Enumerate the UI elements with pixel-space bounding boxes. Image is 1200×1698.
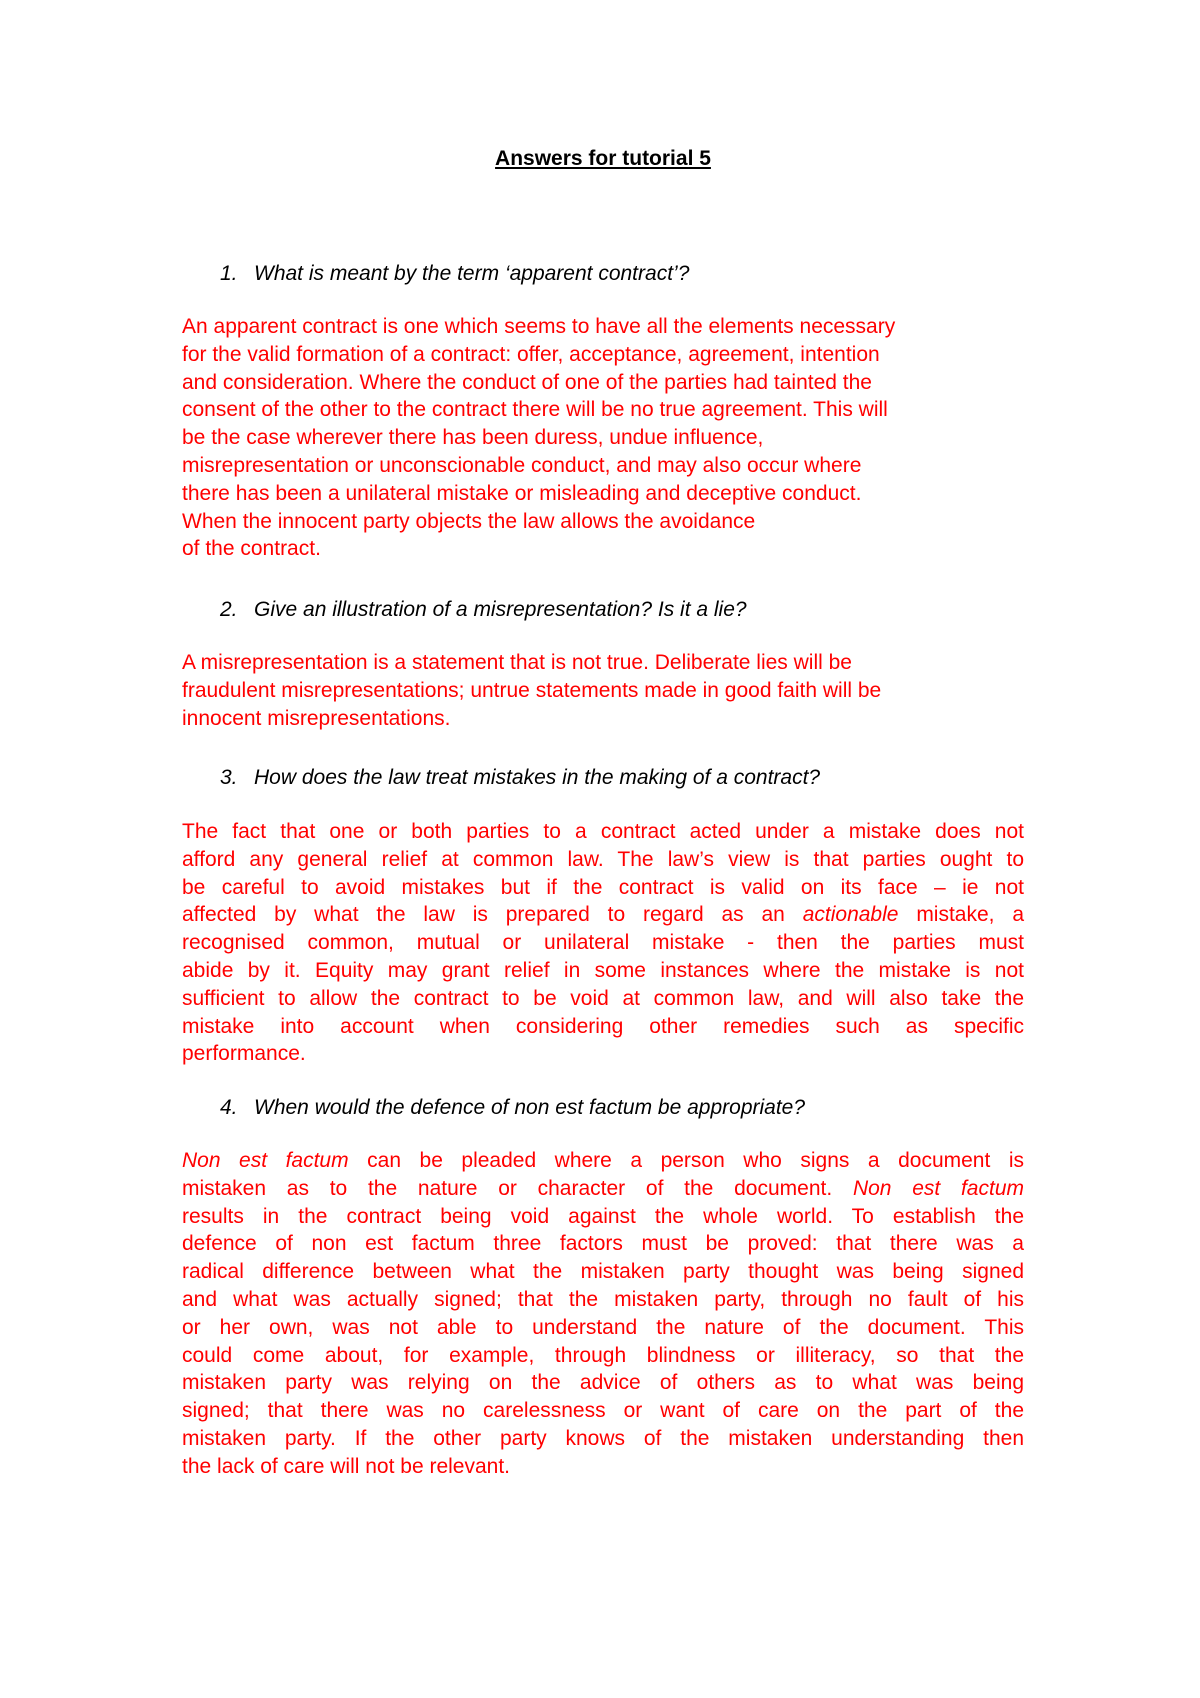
answer-line: of the contract. <box>182 537 321 561</box>
answer-line: the lack of care will not be relevant. <box>182 1454 511 1478</box>
answer-line: recognised common, mutual or unilateral mistake - then the parties must <box>182 931 1024 955</box>
question-number: 1. <box>220 262 238 285</box>
answer-line: The fact that one or both parties to a contract acted under a mistake does not <box>182 820 1024 843</box>
answer-line: fraudulent misrepresentations; untrue statements made in good faith will be <box>182 678 882 702</box>
question-text: What is meant by the term ‘apparent contract’? <box>254 262 690 285</box>
question-3 <box>220 765 820 791</box>
answer-text: affected by what the law is prepared to regard as an <box>182 903 785 927</box>
answer-line: misrepresentation or unconscionable conduct, and may also occur where <box>182 453 862 477</box>
answer-line: and consideration. Where the conduct of one of the parties had tainted the <box>182 370 872 394</box>
answer-line: mistaken party. If the other party knows of the mistaken understanding then <box>182 1426 1024 1450</box>
answer-line: A misrepresentation is a statement that is not true. Deliberate lies will be <box>182 651 852 674</box>
answer-line: be careful to avoid mistakes but if the contract is valid on its face – ie not <box>182 875 1024 899</box>
answer-line: mistake into account when considering other remedies such as specific <box>182 1014 1024 1038</box>
emphasis-text: Non est factum <box>182 1149 349 1172</box>
answer-line <box>182 1175 1024 1203</box>
answer-line: An apparent contract is one which seems to have all the elements necessary <box>182 315 896 338</box>
answer-text: mistaken as to the nature or character of the document. <box>182 1176 833 1200</box>
answer-line: results in the contract being void against the whole world. To establish the <box>182 1204 1024 1228</box>
page-title: Answers for tutorial 5 <box>495 147 711 170</box>
answer-line: or her own, was not able to understand the nature of the document. This <box>182 1315 1024 1339</box>
answer-2 <box>182 649 1024 732</box>
question-number: 2. <box>220 598 238 621</box>
question-number: 3. <box>220 766 238 789</box>
answer-line: sufficient to allow the contract to be void at common law, and will also take the <box>182 986 1024 1010</box>
answer-line: performance. <box>182 1042 306 1066</box>
question-4 <box>220 1095 805 1121</box>
question-number: 4. <box>220 1096 238 1119</box>
answer-line: abide by it. Equity may grant relief in some instances where the mistake is not <box>182 958 1024 982</box>
answer-3 <box>182 818 1024 1068</box>
emphasis-text: Non est factum <box>852 1176 1024 1200</box>
question-1 <box>220 261 689 287</box>
answer-line: be the case wherever there has been duress, undue influence, <box>182 426 764 450</box>
answer-line: for the valid formation of a contract: offer, acceptance, agreement, intention <box>182 342 880 366</box>
question-text: When would the defence of non est factum be appropriate? <box>254 1096 806 1119</box>
answer-line: mistaken party was relying on the advice of others as to what was being <box>182 1371 1024 1395</box>
answer-line: consent of the other to the contract there will be no true agreement. This will <box>182 398 888 422</box>
answer-line: there has been a unilateral mistake or misleading and deceptive conduct. <box>182 481 862 505</box>
answer-line: and what was actually signed; that the mistaken party, through no fault of his <box>182 1287 1024 1311</box>
answer-line: radical difference between what the mistaken party thought was being signed <box>182 1260 1024 1284</box>
emphasis-text: actionable <box>802 903 899 927</box>
answer-line: innocent misrepresentations. <box>182 706 451 730</box>
answer-line: signed; that there was no carelessness or want of care on the part of the <box>182 1399 1024 1423</box>
answer-line: afford any general relief at common law. The law’s view is that parties ought to <box>182 847 1024 871</box>
answer-line: could come about, for example, through blindness or illiteracy, so that the <box>182 1343 1024 1367</box>
answer-4 <box>182 1147 1024 1481</box>
answer-line: defence of non est factum three factors must be proved: that there was a <box>182 1232 1024 1256</box>
question-2 <box>220 597 747 623</box>
answer-text: mistake, a <box>916 903 1025 927</box>
answer-1 <box>182 313 1024 563</box>
answer-line <box>182 901 1024 929</box>
question-text: Give an illustration of a misrepresentation? Is it a lie? <box>254 598 747 621</box>
answer-line <box>182 1147 1024 1175</box>
answer-text: can be pleaded where a person who signs a document is <box>367 1149 1024 1172</box>
answer-line: When the innocent party objects the law allows the avoidance <box>182 509 756 533</box>
question-text: How does the law treat mistakes in the making of a contract? <box>254 766 821 789</box>
